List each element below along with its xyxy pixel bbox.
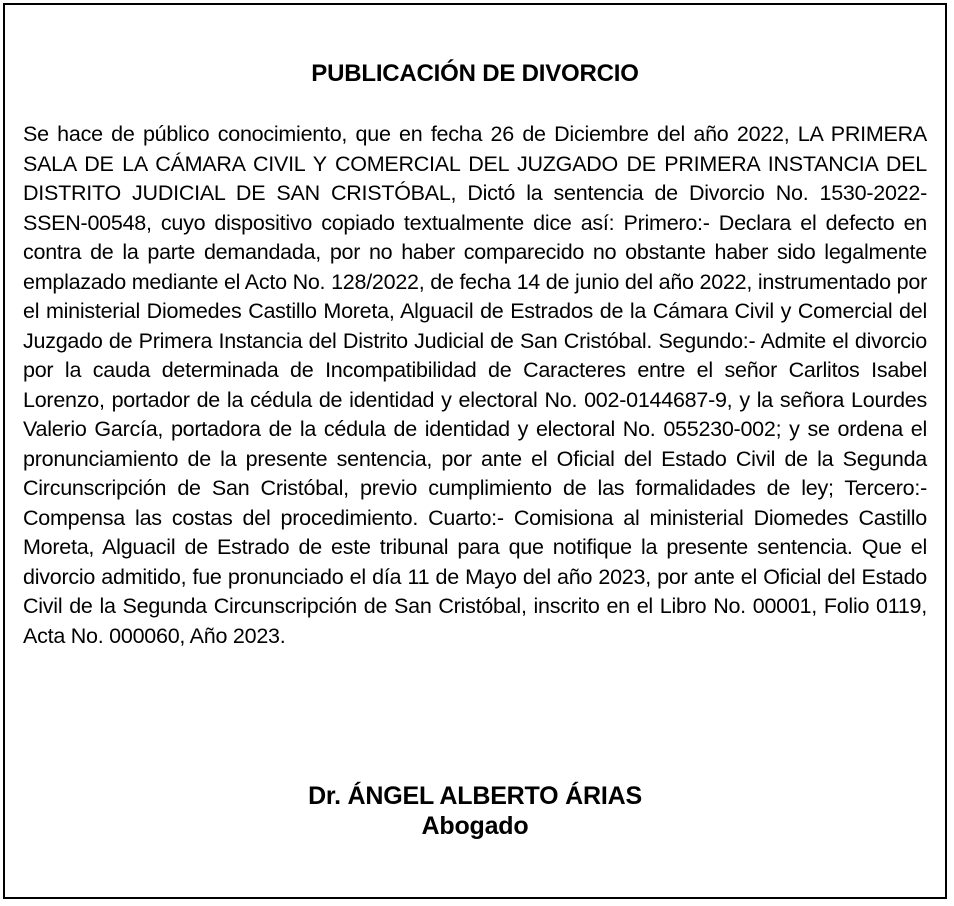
divorce-publication-notice — [3, 3, 947, 899]
signature-block — [5, 781, 945, 841]
signature-role: Abogado — [421, 812, 529, 840]
signature-name: Dr. ÁNGEL ALBERTO ÁRIAS — [308, 782, 642, 810]
notice-body: Se hace de público conocimiento, que en fecha 26 de Diciembre del año 2022, LA PRIMERA SALA DE LA CÁMARA CIVIL Y COMERCIAL DEL JUZGADO DE PRIMERA INSTANCIA DEL DISTRITO JUDICIAL DE SAN CRISTÓBAL, Dictó la sentencia de Divorcio No. 1530-2022-SSEN-00548, cuyo dispositivo copiado textualmente dice así: Primero:- Declara el defecto en contra de la parte demandada, por no haber comparecido no obstante haber sido legalmente emplazado mediante el Acto No. 128/2022, de fecha 14 de junio del año 2022, instrumentado por el ministerial Diomedes Castillo Moreta, Alguacil de Estrados de la Cámara Civil y Comercial del Juzgado de Primera Instancia del Distrito Judicial de San Cristóbal. Segundo:- Admite el divorcio por la cauda determinada de Incompatibilidad de Caracteres entre el señor Carlitos Isabel Lorenzo, portador de la cédula de identidad y electoral No. 002-0144687-9, y la señora Lourdes Valerio García, portadora de la cédula de identidad y electoral No. 055230-002; y se ordena el pronunciamiento de la presente sentencia, por ante el Oficial del Estado Civil de la Segunda Circunscripción de San Cristóbal, previo cumplimiento de las formalidades de ley; Tercero:- Compensa las costas del procedimiento. Cuarto:- Comisiona al ministerial Diomedes Castillo Moreta, Alguacil de Estrado de este tribunal para que notifique la presente sentencia. Que el divorcio admitido, fue pronunciado el día 11 de Mayo del año 2023, por ante el Oficial del Estado Civil de la Segunda Circunscripción de San Cristóbal, inscrito en el Libro No. 00001, Folio 0119, Acta No. 000060, Año 2023. — [23, 122, 927, 648]
notice-title: PUBLICACIÓN DE DIVORCIO — [311, 60, 639, 87]
